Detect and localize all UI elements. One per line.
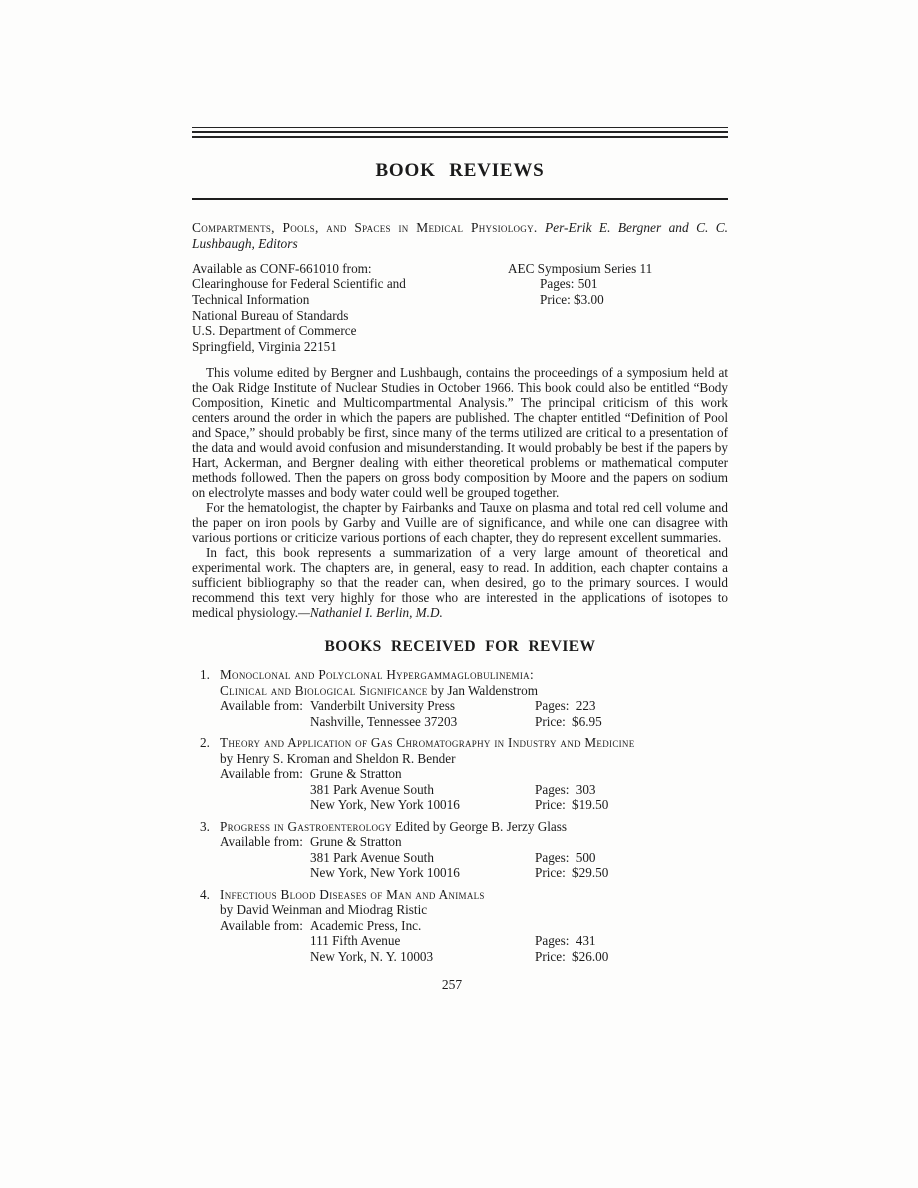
book-details [220, 887, 728, 965]
book-details [220, 667, 728, 729]
book-pages: Pages: 303 [535, 781, 596, 797]
book-item-2 [192, 735, 728, 813]
source-line: National Bureau of Standards [192, 307, 349, 323]
book-title: Infectious Blood Diseases of Man and Animals [220, 886, 485, 902]
publisher: Grune & Stratton [310, 834, 402, 850]
page-title: BOOK REVIEWS [375, 159, 545, 181]
review-paragraph-1: This volume edited by Bergner and Lushbaugh, contains the proceedings of a symposium held at the Oak Ridge Institute of Nuclear Studies in October 1966. This book could also be entitled “Body Composition, Kinetic and Multicompartmental Analysis.” The principal criticism of this work centers around the order in which the papers are published. The chapter entitled “Definition of Pool and Space,” should probably be first, since many of the terms utilized are critical to a presentation of the data and would avoid confusion and misunderstanding. It would probably be best if the papers by Hart, Ackerman, and Bergner dealing with either theoretical problems or mathematical computer methods followed. Then the papers on gross body composition by Moore and the papers on sodium on electrolyte masses and body water could well be grouped together. [192, 365, 728, 501]
book-title-line-1: Monoclonal and Polyclonal Hypergammaglobulinemia: [220, 667, 534, 683]
top-double-rule [192, 127, 728, 138]
review-body [192, 365, 728, 620]
source-line: Technical Information [192, 291, 310, 307]
book-meta [535, 782, 608, 813]
publisher-address: 111 Fifth Avenue [310, 933, 401, 949]
publisher-address: New York, New York 10016 [310, 797, 460, 813]
book-title-line-2: Clinical and Biological Significance by Jan Waldenstrom [220, 682, 539, 698]
book-details [220, 735, 728, 813]
book-title-line [220, 819, 728, 835]
publisher: Grune & Stratton [310, 766, 402, 782]
availability-block [192, 261, 728, 355]
book-item-4 [192, 887, 728, 965]
book-title: Theory and Application of Gas Chromatography in Industry and Medicine [220, 735, 635, 751]
source-line: Available as CONF-661010 from: [192, 260, 372, 276]
rule-line [192, 136, 728, 137]
book-author: by Jan Waldenstrom [427, 682, 539, 698]
book-item-1 [192, 667, 728, 729]
publisher: Vanderbilt University Press [310, 698, 456, 714]
page-content [192, 0, 728, 993]
publisher-address: 381 Park Avenue South [310, 781, 434, 797]
book-item-3 [192, 819, 728, 881]
book-available-line [220, 766, 728, 782]
book-meta [535, 698, 602, 729]
publisher-address: New York, N. Y. 10003 [310, 948, 434, 964]
book-number: 4. [200, 886, 210, 902]
review-paragraph-3 [192, 545, 728, 620]
book-meta [535, 850, 608, 881]
book-available-line [220, 698, 728, 714]
reviewer-signature: —Nathaniel I. Berlin, M.D. [298, 605, 443, 621]
book-price: Price: $6.95 [535, 713, 602, 729]
pages-label: Pages: 501 [540, 276, 598, 292]
book-price: Price: $19.50 [535, 797, 609, 813]
series-label: AEC Symposium Series 11 [508, 260, 653, 276]
book-pages: Pages: 431 [535, 933, 596, 949]
available-from-label: Available from: [220, 917, 303, 933]
available-from-label: Available from: [220, 766, 303, 782]
book-available-line [220, 918, 728, 934]
book-meta [535, 933, 608, 964]
price-label: Price: $3.00 [540, 291, 604, 307]
source-line: Clearinghouse for Federal Scientific and [192, 276, 406, 292]
available-from-label: Available from: [220, 698, 303, 714]
review-paragraph-2: For the hematologist, the chapter by Fairbanks and Tauxe on plasma and total red cell volume and the paper on iron pools by Garby and Vuille are of significance, and while one can disagree with various portions or criticize various portions of each chapter, they do represent excellent summaries. [192, 500, 728, 546]
book-editor: Edited by George B. Jerzy Glass [391, 818, 568, 834]
heading-rule [192, 198, 728, 200]
book-author: by David Weinman and Miodrag Ristic [220, 902, 428, 918]
book-available-line [220, 834, 728, 850]
publisher-address: 381 Park Avenue South [310, 849, 434, 865]
books-received-list [192, 667, 728, 964]
publisher: Academic Press, Inc. [310, 917, 422, 933]
book-number: 3. [200, 818, 210, 834]
review-paragraph-3-text: In fact, this book represents a summarization of a very large amount of theoretical and experimental work. The chapters are, in general, easy to read. In addition, each chapter contains a sufficient bibliography so that the reader can, when desired, go to the primary sources. I would recommend this text very highly for those who are interested in the applications of isotopes to medical physiology. [192, 545, 728, 621]
availability-details [508, 261, 652, 308]
page-number: 257 [441, 977, 463, 993]
review-title-name: Compartments, Pools, and Spaces in Medical Physiology. [192, 219, 538, 235]
book-pages: Pages: 223 [535, 698, 596, 714]
book-details [220, 819, 728, 881]
review-title-editors: Per-Erik E. Bergner and C. C. Lushbaugh, Editors [192, 219, 729, 251]
available-from-label: Available from: [220, 834, 303, 850]
publisher-address: Nashville, Tennessee 37203 [310, 713, 458, 729]
book-price: Price: $26.00 [535, 948, 609, 964]
book-number: 1. [200, 667, 210, 683]
source-line: Springfield, Virginia 22151 [192, 338, 337, 354]
review-title [192, 220, 728, 252]
book-pages: Pages: 500 [535, 849, 596, 865]
books-received-heading: BOOKS RECEIVED FOR REVIEW [324, 638, 596, 656]
book-number: 2. [200, 735, 210, 751]
rule-line [192, 131, 728, 133]
source-line: U.S. Department of Commerce [192, 323, 357, 339]
rule-line [192, 127, 728, 128]
publisher-address: New York, New York 10016 [310, 865, 460, 881]
book-author: by Henry S. Kroman and Sheldon R. Bender [220, 750, 456, 766]
book-title: Progress in Gastroenterology [220, 818, 392, 834]
book-price: Price: $29.50 [535, 865, 609, 881]
